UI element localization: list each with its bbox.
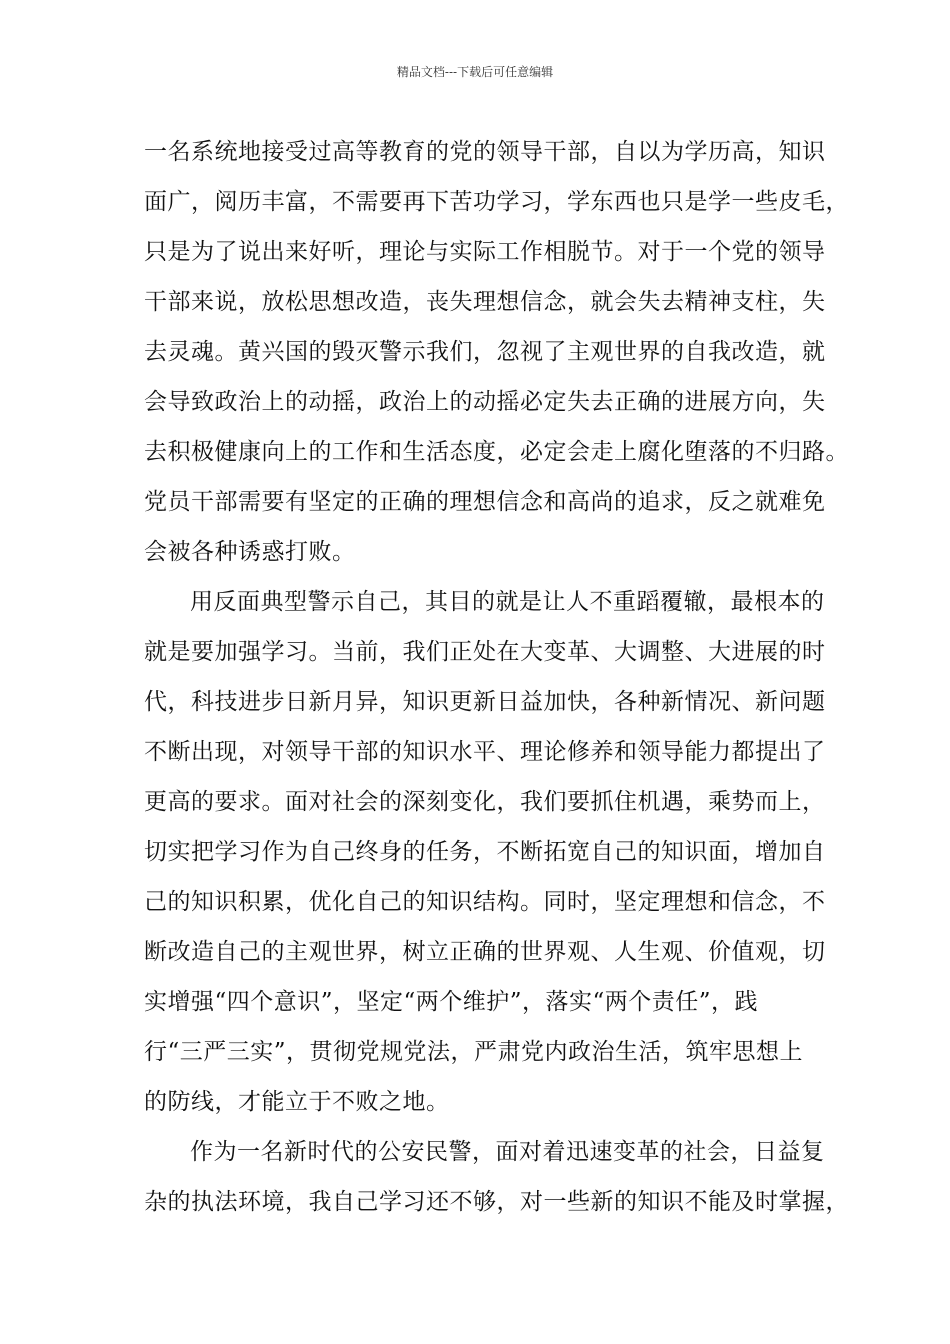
paragraph-2: [144, 577, 824, 1127]
text-line: 去积极健康向上的工作和生活态度，必定会走上腐化堕落的不归路。: [144, 439, 849, 465]
text-line: 会导致政治上的动摇，政治上的动摇必定失去正确的进展方向，失: [144, 389, 826, 415]
text-line: 去灵魂。黄兴国的毁灭警示我们，忽视了主观世界的自我改造，就: [144, 339, 826, 365]
text-line: 作为一名新时代的公安民警，面对着迅速变革的社会，日益复: [190, 1139, 825, 1165]
text-line: 党员干部需要有坚定的正确的理想信念和高尚的追求，反之就难免: [144, 489, 826, 515]
text-line: 行“三严三实”，贯彻党规党法，严肃党内政治生活，筑牢思想上: [144, 1039, 804, 1065]
text-line: 实增强“四个意识”，坚定“两个维护”，落实“两个责任”，践: [144, 989, 759, 1015]
text-line: 杂的执法环境，我自己学习还不够，对一些新的知识不能及时掌握，: [144, 1189, 849, 1215]
text-line: 己的知识积累，优化自己的知识结构。同时，坚定理想和信念，不: [144, 889, 826, 915]
text-line: 只是为了说出来好听，理论与实际工作相脱节。对于一个党的领导: [144, 239, 826, 265]
paragraph-1: [144, 127, 849, 577]
page-header: 精品文档---下载后可任意编辑: [396, 65, 554, 79]
text-line: 一名系统地接受过高等教育的党的领导干部，自以为学历高，知识: [144, 139, 826, 165]
text-line: 会被各种诱惑打败。: [144, 539, 356, 565]
text-line: 更高的要求。面对社会的深刻变化，我们要抓住机遇，乘势而上，: [144, 789, 826, 815]
text-line: 用反面典型警示自己，其目的就是让人不重蹈覆辙，最根本的: [190, 589, 825, 615]
text-line: 不断出现，对领导干部的知识水平、理论修养和领导能力都提出了: [144, 739, 826, 765]
text-line: 面广，阅历丰富，不需要再下苦功学习，学东西也只是学一些皮毛，: [144, 189, 849, 215]
text-line: 断改造自己的主观世界，树立正确的世界观、人生观、价值观，切: [144, 939, 826, 965]
text-line: 代，科技进步日新月异，知识更新日益加快，各种新情况、新问题: [144, 689, 826, 715]
paragraph-3: [144, 1127, 849, 1227]
document-body: [144, 127, 849, 1227]
text-line: 切实把学习作为自己终身的任务，不断拓宽自己的知识面，增加自: [144, 839, 826, 865]
text-line: 就是要加强学习。当前，我们正处在大变革、大调整、大进展的时: [144, 639, 826, 665]
text-line: 干部来说，放松思想改造，丧失理想信念，就会失去精神支柱，失: [144, 289, 826, 315]
text-line: 的防线，才能立于不败之地。: [144, 1089, 450, 1115]
